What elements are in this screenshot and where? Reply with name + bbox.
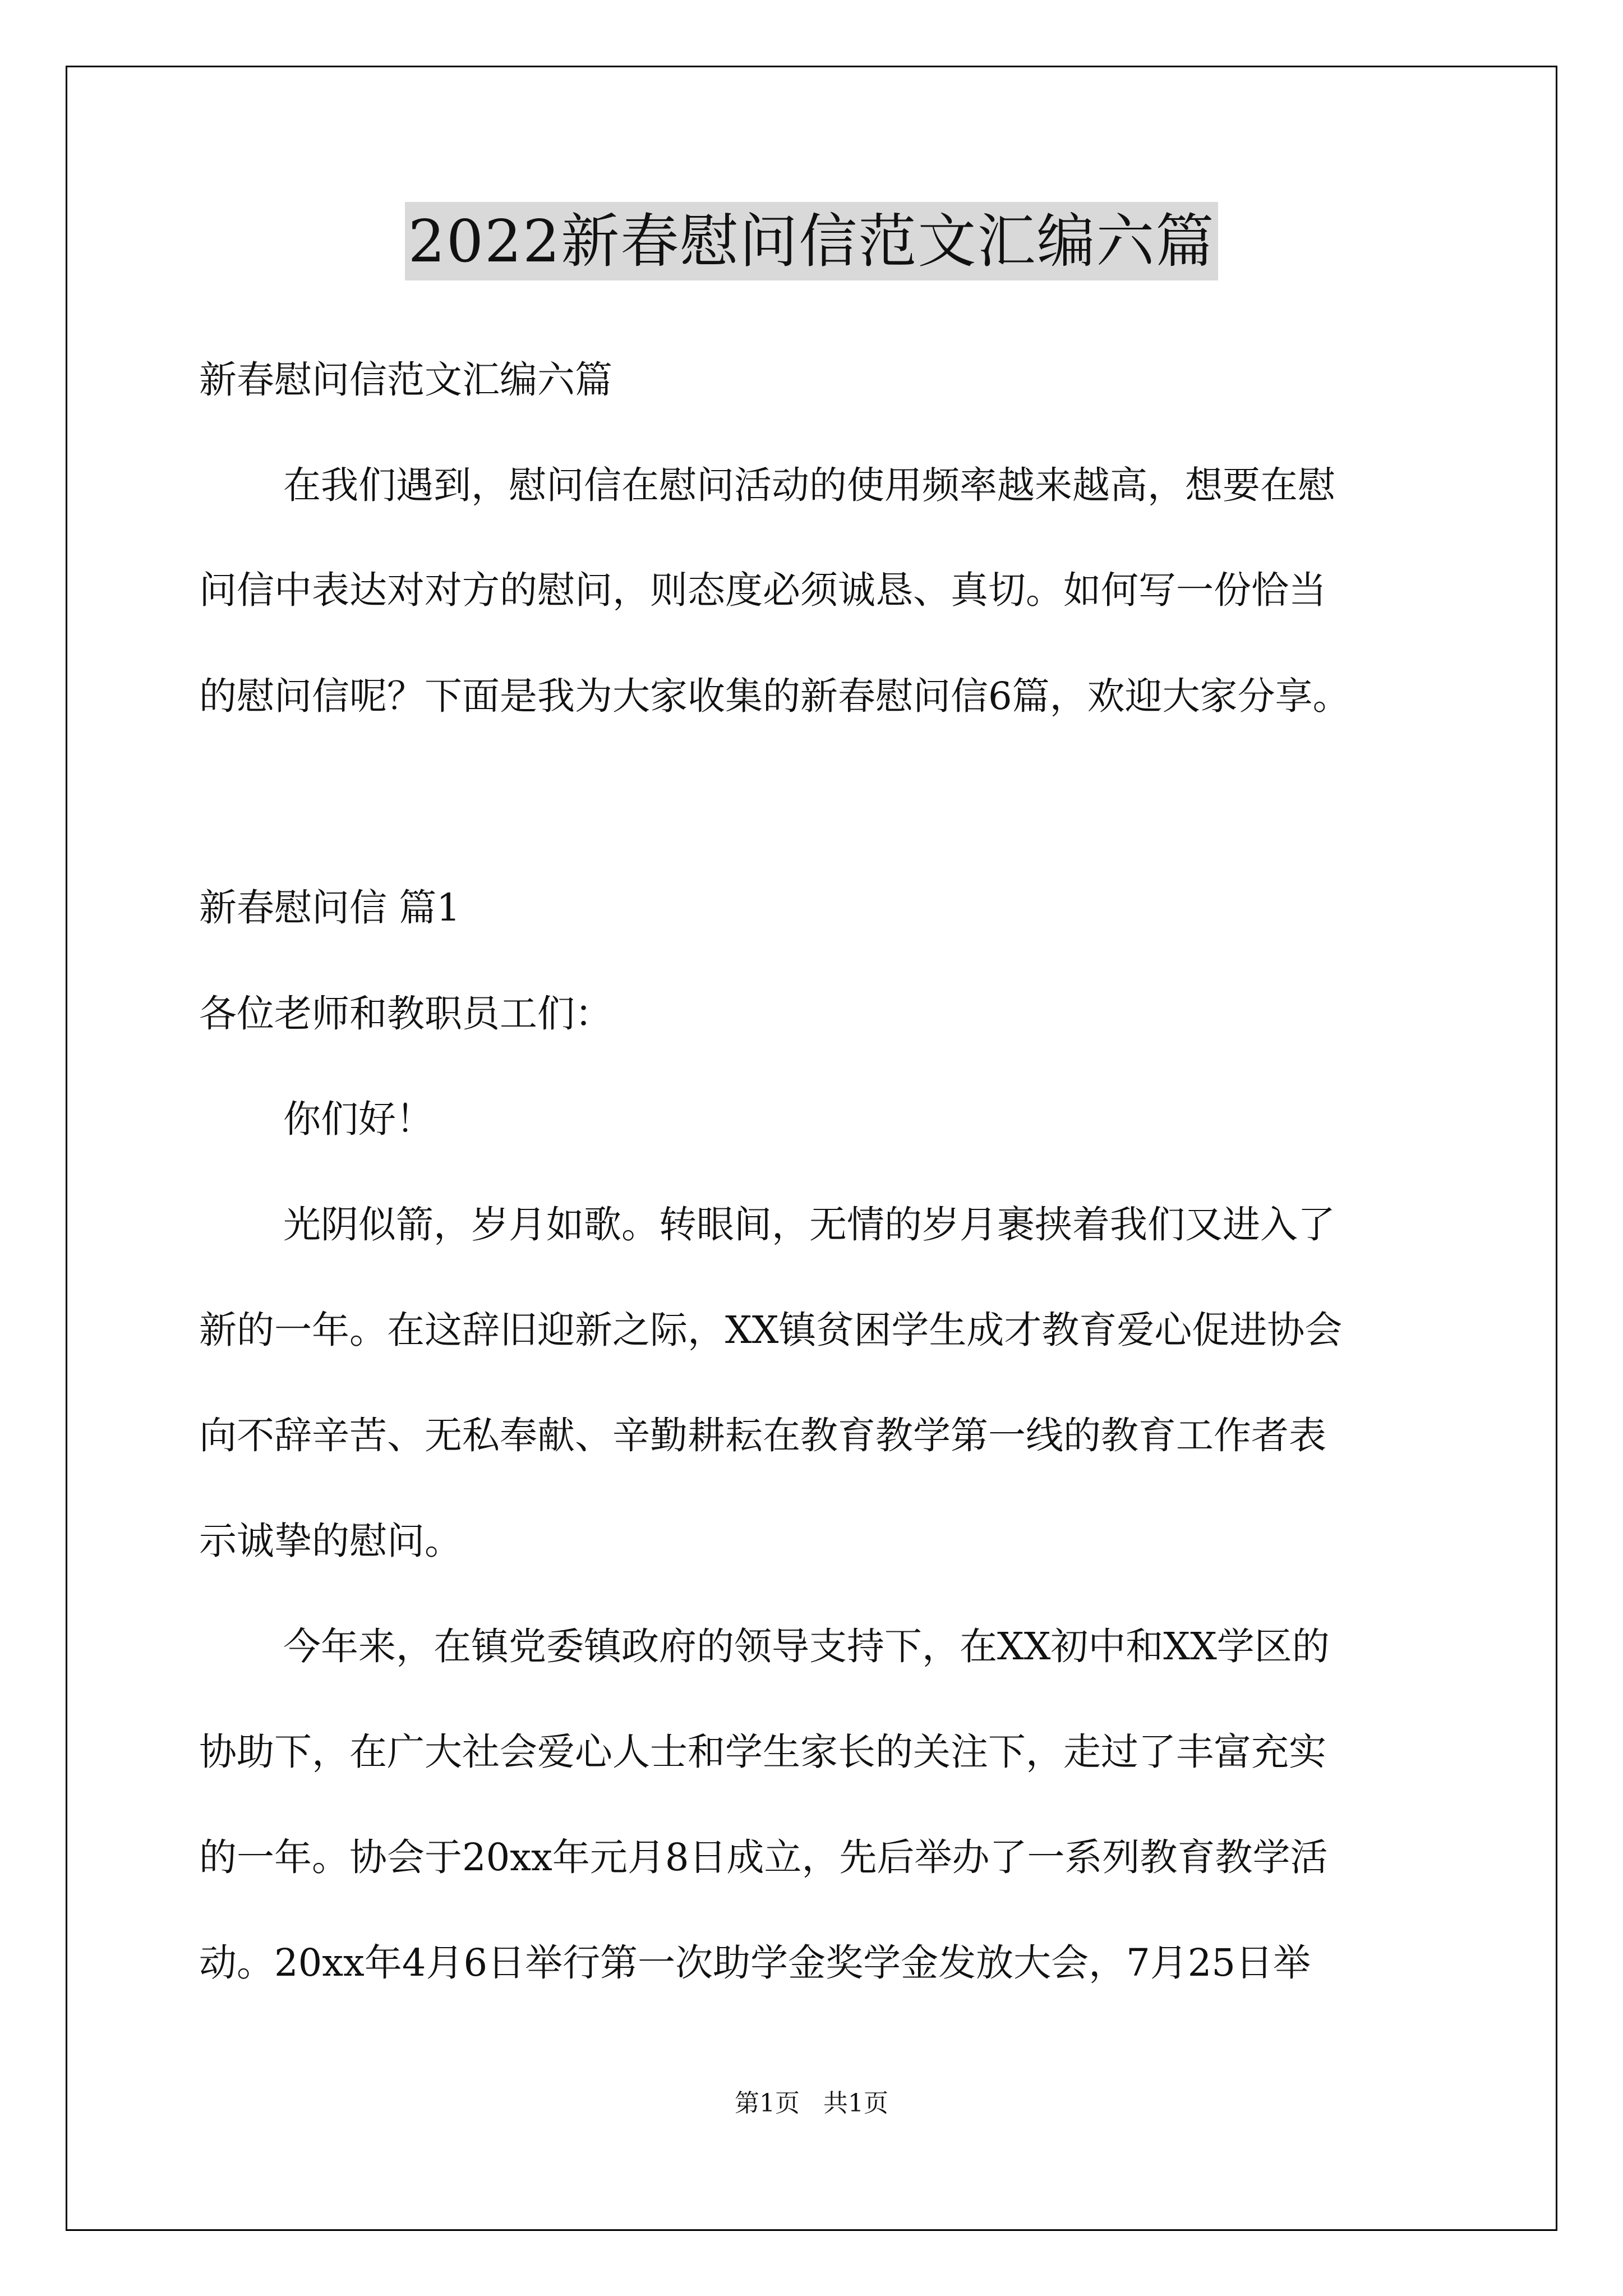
paragraph-line: 新的一年。在这辞旧迎新之际，XX镇贫困学生成才教育爱心促进协会 <box>199 1308 1343 1352</box>
section-heading: 新春慰问信 篇1 <box>199 886 460 930</box>
paragraph-line: 向不辞辛苦、无私奉献、辛勤耕耘在教育教学第一线的教育工作者表 <box>199 1414 1326 1457</box>
paragraph-line: 协助下，在广大社会爱心人士和学生家长的关注下，走过了丰富充实 <box>199 1730 1326 1774</box>
document-subtitle: 新春慰问信范文汇编六篇 <box>199 358 612 402</box>
paragraph-line: 今年来，在镇党委镇政府的领导支持下，在XX初中和XX学区的 <box>283 1625 1330 1668</box>
intro-line: 在我们遇到，慰问信在慰问活动的使用频率越来越高，想要在慰 <box>283 463 1335 507</box>
intro-line: 问信中表达对对方的慰问，则态度必须诚恳、真切。如何写一份恰当 <box>199 568 1326 612</box>
intro-line: 的慰问信呢？下面是我为大家收集的新春慰问信6篇，欢迎大家分享。 <box>199 674 1350 718</box>
document-title: 2022新春慰问信范文汇编六篇 <box>405 202 1219 280</box>
paragraph-line: 的一年。协会于20xx年元月8日成立，先后举办了一系列教育教学活 <box>199 1835 1328 1879</box>
paragraph-line: 动。20xx年4月6日举行第一次助学金奖学金发放大会，7月25日举 <box>199 1941 1311 1985</box>
paragraph-line: 示诚挚的慰问。 <box>199 1519 462 1563</box>
salutation: 各位老师和教职员工们： <box>199 992 612 1036</box>
title-wrap <box>0 202 1623 280</box>
paragraph-line: 光阴似箭，岁月如歌。转眼间，无情的岁月裹挟着我们又进入了 <box>283 1203 1335 1246</box>
page-number-footer: 第1页 共1页 <box>735 2089 888 2118</box>
greeting: 你们好！ <box>283 1097 434 1141</box>
